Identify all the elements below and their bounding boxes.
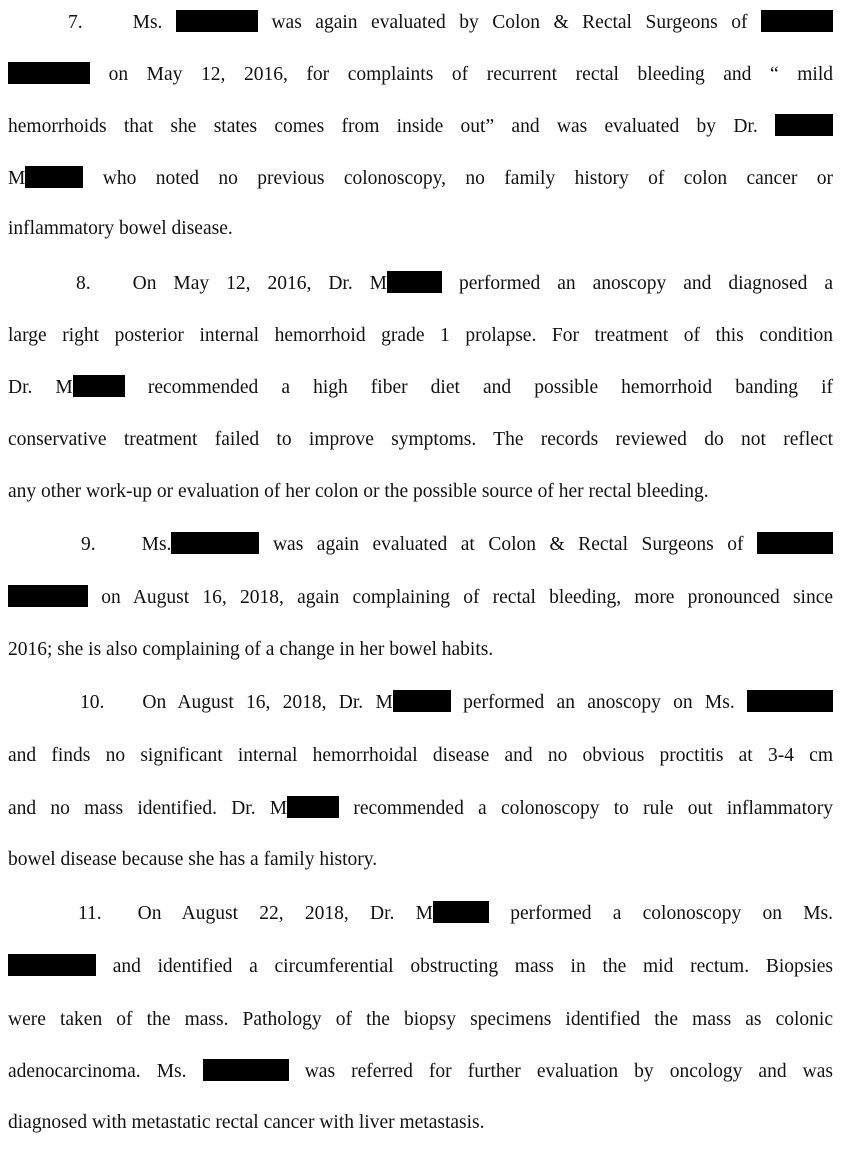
paragraph-9-number: 9. [81,534,96,555]
redaction-box [171,532,259,554]
paragraph-10-line-4: bowel disease because she has a family history. [8,849,378,870]
paragraph-7-line-1: 7. Ms. was again evaluated by Colon & Rectal Surgeons of [8,8,833,38]
paragraph-8-line-4: conservative treatment failed to improve symptoms. The records reviewed do not reflect [8,429,833,450]
paragraph-11-line-4: adenocarcinoma. Ms. was referred for further evaluation by oncology and was [8,1061,834,1082]
paragraph-8-line-5: any other work-up or evaluation of her colon or the possible source of her rectal bleeding. [8,481,709,502]
paragraph-10-number: 10. [80,692,105,713]
redaction-box [8,585,88,607]
redaction-box [387,271,442,293]
redaction-box [73,375,125,397]
paragraph-10-line-1: 10. On August 16, 2018, Dr. M performed an anoscopy on Ms. [8,688,833,718]
redaction-box [747,690,833,712]
redaction-box [8,62,90,84]
redaction-box [761,10,833,32]
paragraph-8-number: 8. [76,273,91,294]
paragraph-11-line-3: were taken of the mass. Pathology of the biopsy specimens identified the mass as colonic [8,1009,833,1030]
paragraph-8-line-1: 8. On May 12, 2016, Dr. M performed an anoscopy and diagnosed a [76,273,834,294]
paragraph-9-line-2: on August 16, 2018, again complaining of rectal bleeding, more pronounced since [8,583,833,613]
paragraph-7-line-2: on May 12, 2016, for complaints of recurrent rectal bleeding and “ mild [8,60,833,90]
paragraph-11-line-1: 11. On August 22, 2018, Dr. M performed a colonoscopy on Ms. [78,903,834,924]
redaction-box [287,796,339,818]
redaction-box [176,10,258,32]
paragraph-9-line-1: 9. Ms. was again evaluated at Colon & Rectal Surgeons of [8,530,833,560]
redaction-box [757,532,833,554]
paragraph-11-line-5: diagnosed with metastatic rectal cancer with liver metastasis. [8,1112,485,1133]
redaction-box [8,954,96,976]
redaction-box [203,1059,289,1081]
paragraph-7-line-3: hemorrhoids that she states comes from inside out” and was evaluated by Dr. [8,112,833,142]
redaction-box [775,114,833,136]
redaction-box [393,690,451,712]
redaction-box [25,166,83,188]
paragraph-8-line-3: Dr. M recommended a high fiber diet and possible hemorrhoid banding if [8,377,834,398]
paragraph-7-number: 7. [68,12,83,33]
paragraph-8-line-2: large right posterior internal hemorrhoid grade 1 prolapse. For treatment of this condition [8,325,833,346]
paragraph-11-number: 11. [78,903,102,924]
paragraph-7-line-4: M who noted no previous colonoscopy, no family history of colon cancer or [8,168,833,189]
paragraph-11-line-2: and identified a circumferential obstructing mass in the mid rectum. Biopsies [8,952,833,982]
redaction-box [433,901,489,923]
paragraph-10-line-3: and no mass identified. Dr. M recommended a colonoscopy to rule out inflammatory [8,798,833,819]
paragraph-10-line-2: and finds no significant internal hemorrhoidal disease and no obvious proctitis at 3-4 cm [8,745,833,766]
paragraph-7-line-5: inflammatory bowel disease. [8,218,233,239]
paragraph-9-line-3: 2016; she is also complaining of a change in her bowel habits. [8,639,494,660]
